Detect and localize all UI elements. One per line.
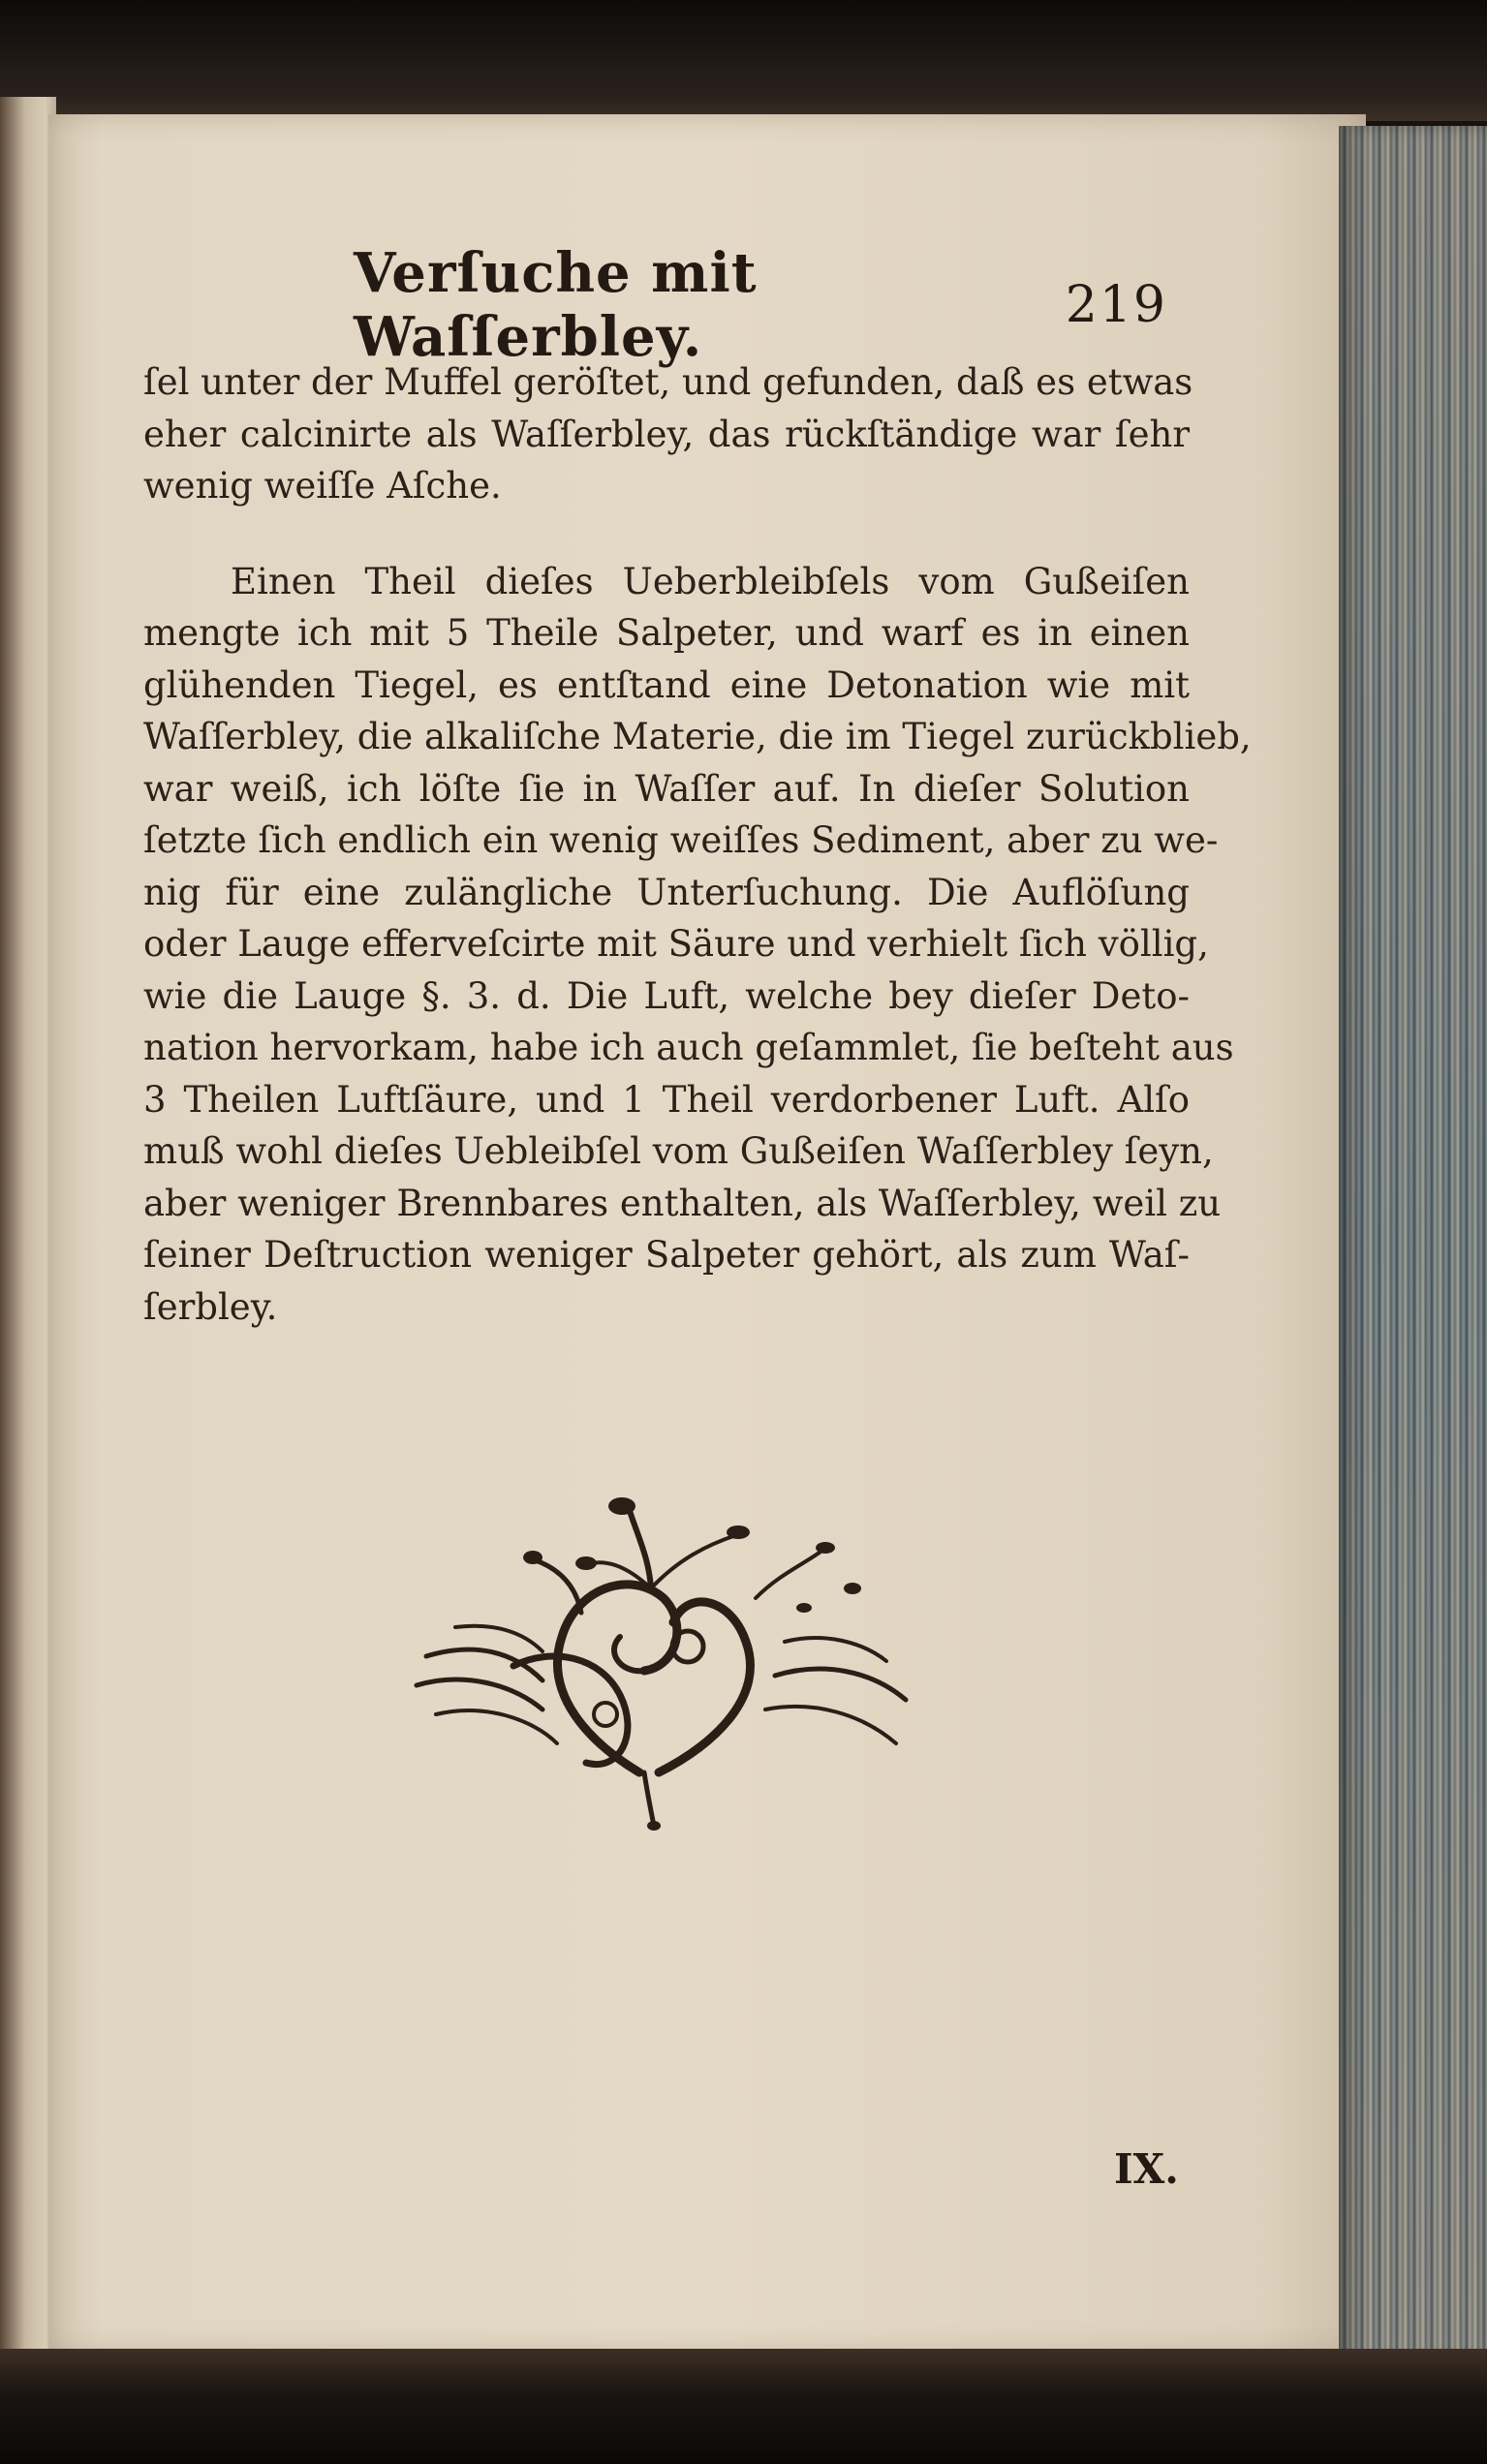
text-line: oder Lauge efferveſcirte mit Säure und verhielt ſich völlig, — [143, 923, 1209, 965]
text-line: ſetzte ſich endlich ein wenig weiſſes Sediment, aber zu we- — [143, 819, 1219, 861]
paragraph-1 — [143, 356, 1193, 512]
text-line: war weiß, ich löſte ſie in Waſſer auf. In dieſer Solution — [143, 767, 1190, 810]
text-line: 3 Theilen Luftſäure, und 1 Theil verdorbener Luft. Alſo — [143, 1078, 1190, 1121]
decorative-vignette — [397, 1453, 920, 1831]
text-line: ſel unter der Muffel geröſtet, und gefunden, daß es etwas — [143, 361, 1193, 403]
text-line: eher calcinirte als Waſſerbley, das rückſtändige war ſehr — [143, 413, 1190, 455]
text-line: Waſſerbley, die alkaliſche Materie, die im Tiegel zurückblieb, — [143, 716, 1252, 757]
text-line: ſerbley. — [143, 1285, 278, 1328]
text-line: Einen Theil dieſes Ueberbleibſels vom Gußeiſen — [231, 560, 1190, 602]
body-text — [143, 356, 1252, 1333]
running-head — [354, 241, 1167, 369]
book-cover-top — [0, 0, 1487, 121]
text-line: nig für eine zulängliche Unterſuchung. Die Auflöſung — [143, 871, 1190, 913]
text-line: aber weniger Brennbares enthalten, als Waſſerbley, weil zu — [143, 1182, 1222, 1224]
text-line: nation hervorkam, habe ich auch geſammlet, ſie beſteht aus — [143, 1027, 1234, 1068]
page-number: 219 — [1065, 276, 1167, 334]
book-cover-bottom — [0, 2349, 1487, 2464]
text-line: wie die Lauge §. 3. d. Die Luft, welche bey dieſer Deto- — [143, 974, 1190, 1017]
running-head-title: Verſuche mit Waſſerbley. — [354, 241, 758, 369]
text-line: mengte ich mit 5 Theile Salpeter, und warf es in einen — [143, 612, 1190, 654]
text-line: muß wohl dieſes Uebleibſel vom Gußeiſen Waſſerbley ſeyn, — [143, 1130, 1214, 1172]
text-line: wenig weiſſe Aſche. — [143, 465, 502, 507]
paragraph-2 — [143, 556, 1252, 1334]
text-line: glühenden Tiegel, es entſtand eine Detonation wie mit — [143, 663, 1190, 706]
page-fore-edge-tint — [1339, 126, 1487, 2363]
text-line: ſeiner Deſtruction weniger Salpeter gehört, als zum Waſ- — [143, 1234, 1190, 1276]
catchword: IX. — [1114, 2145, 1179, 2193]
